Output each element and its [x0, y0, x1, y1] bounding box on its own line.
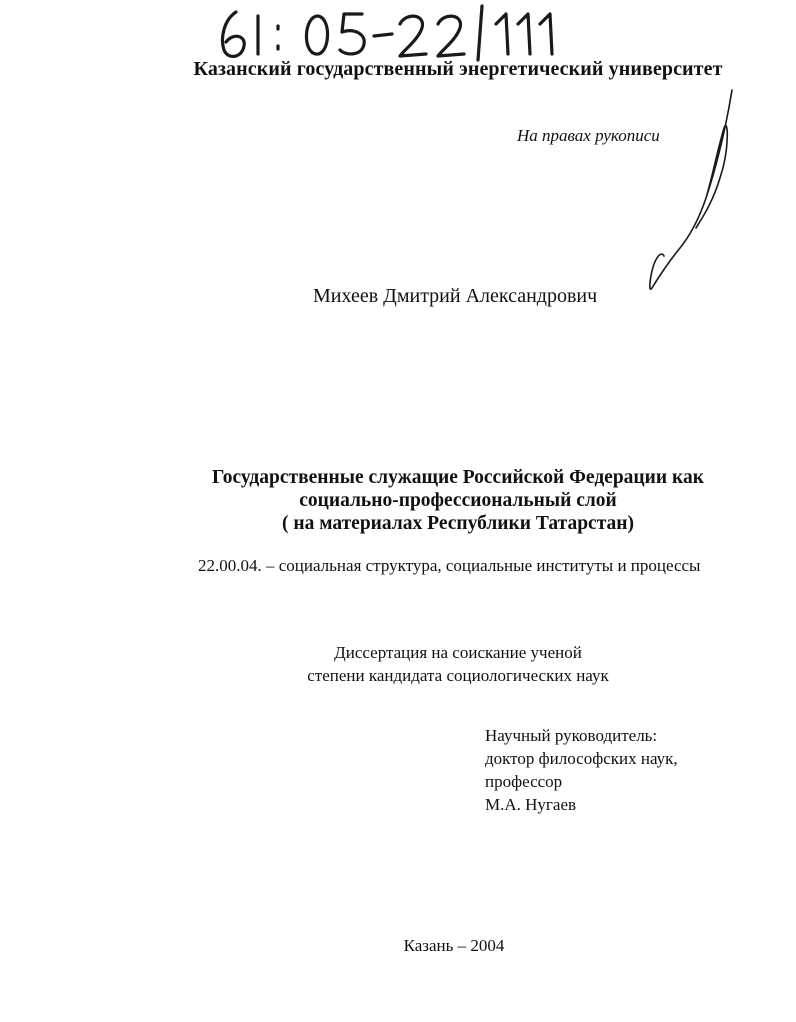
- supervisor-block: [485, 724, 678, 816]
- handwritten-archive-code: [214, 2, 564, 64]
- thesis-title-line: ( на материалах Республики Татарстан): [281, 513, 635, 534]
- supervisor-line: Научный руководитель:: [485, 726, 658, 745]
- supervisor-line: М.А. Нугаев: [485, 795, 577, 814]
- rights-note: На правах рукописи: [517, 126, 660, 145]
- thesis-title-line: Государственные служащие Российской Федерации как: [212, 467, 704, 488]
- supervisor-line: профессор: [485, 772, 563, 791]
- thesis-title-line: социально-профессиональный слой: [299, 490, 617, 511]
- degree-statement: [0, 641, 796, 687]
- handwritten-signature: [640, 88, 740, 298]
- author-name: Михеев Дмитрий Александрович: [313, 285, 598, 307]
- city-year: Казань – 2004: [403, 936, 505, 955]
- specialty-code: 22.00.04. – социальная структура, социальные институты и процессы: [198, 556, 701, 575]
- supervisor-line: доктор философских наук,: [485, 749, 678, 768]
- degree-line: Диссертация на соискание ученой: [334, 643, 582, 662]
- degree-line: степени кандидата социологических наук: [307, 666, 609, 685]
- university-name: Казанский государственный энергетический университет: [193, 58, 723, 80]
- thesis-title: [0, 466, 796, 535]
